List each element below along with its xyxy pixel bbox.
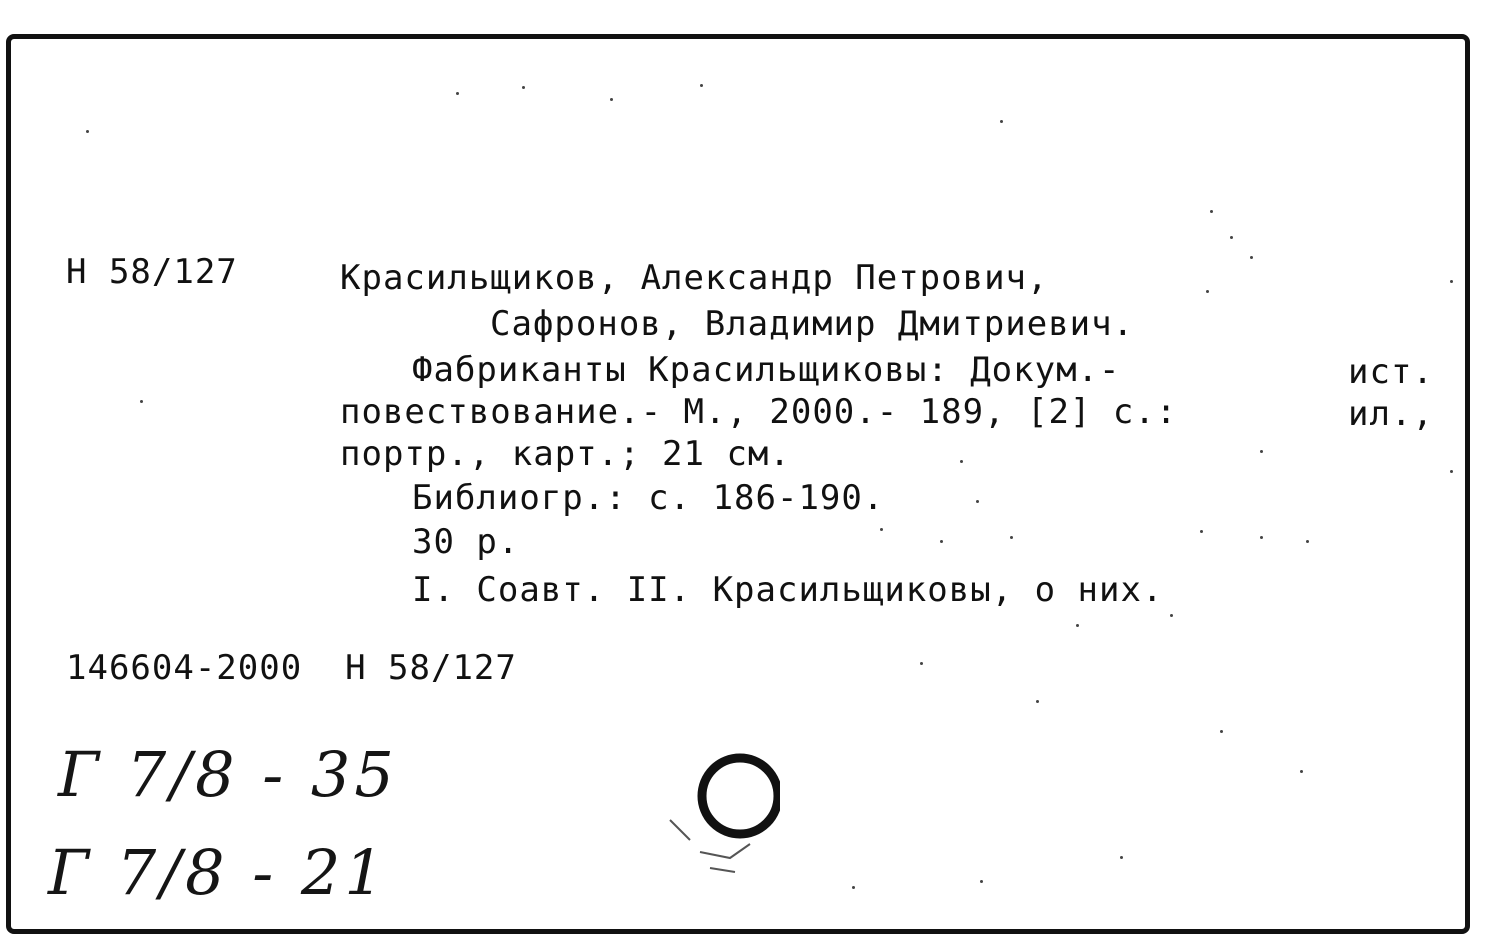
inventory-number: 146604-2000 Н 58/127 [66, 648, 517, 688]
price: 30 р. [412, 522, 520, 562]
author-secondary: Сафронов, Владимир Дмитриевич. [490, 304, 1135, 344]
title-line-1: Фабриканты Красильщиковы: Докум.- [412, 350, 1121, 390]
call-number: Н 58/127 [66, 252, 238, 292]
title-line-2-end: ил., [1348, 394, 1434, 434]
author-primary: Красильщиков, Александр Петрович, [340, 258, 1049, 298]
title-line-2: повествование.- М., 2000.- 189, [2] с.: [340, 392, 1178, 432]
bibliography-note: Библиогр.: с. 186-190. [412, 478, 885, 518]
handwritten-shelf-mark-2: Г 7/8 - 21 [48, 836, 388, 909]
tracings: I. Соавт. II. Красильщиковы, о них. [412, 570, 1164, 610]
handwritten-shelf-mark-1: Г 7/8 - 35 [58, 738, 398, 811]
punch-hole-circle [640, 740, 780, 890]
title-line-3: портр., карт.; 21 см. [340, 434, 791, 474]
title-line-1-end: ист. [1348, 352, 1434, 392]
